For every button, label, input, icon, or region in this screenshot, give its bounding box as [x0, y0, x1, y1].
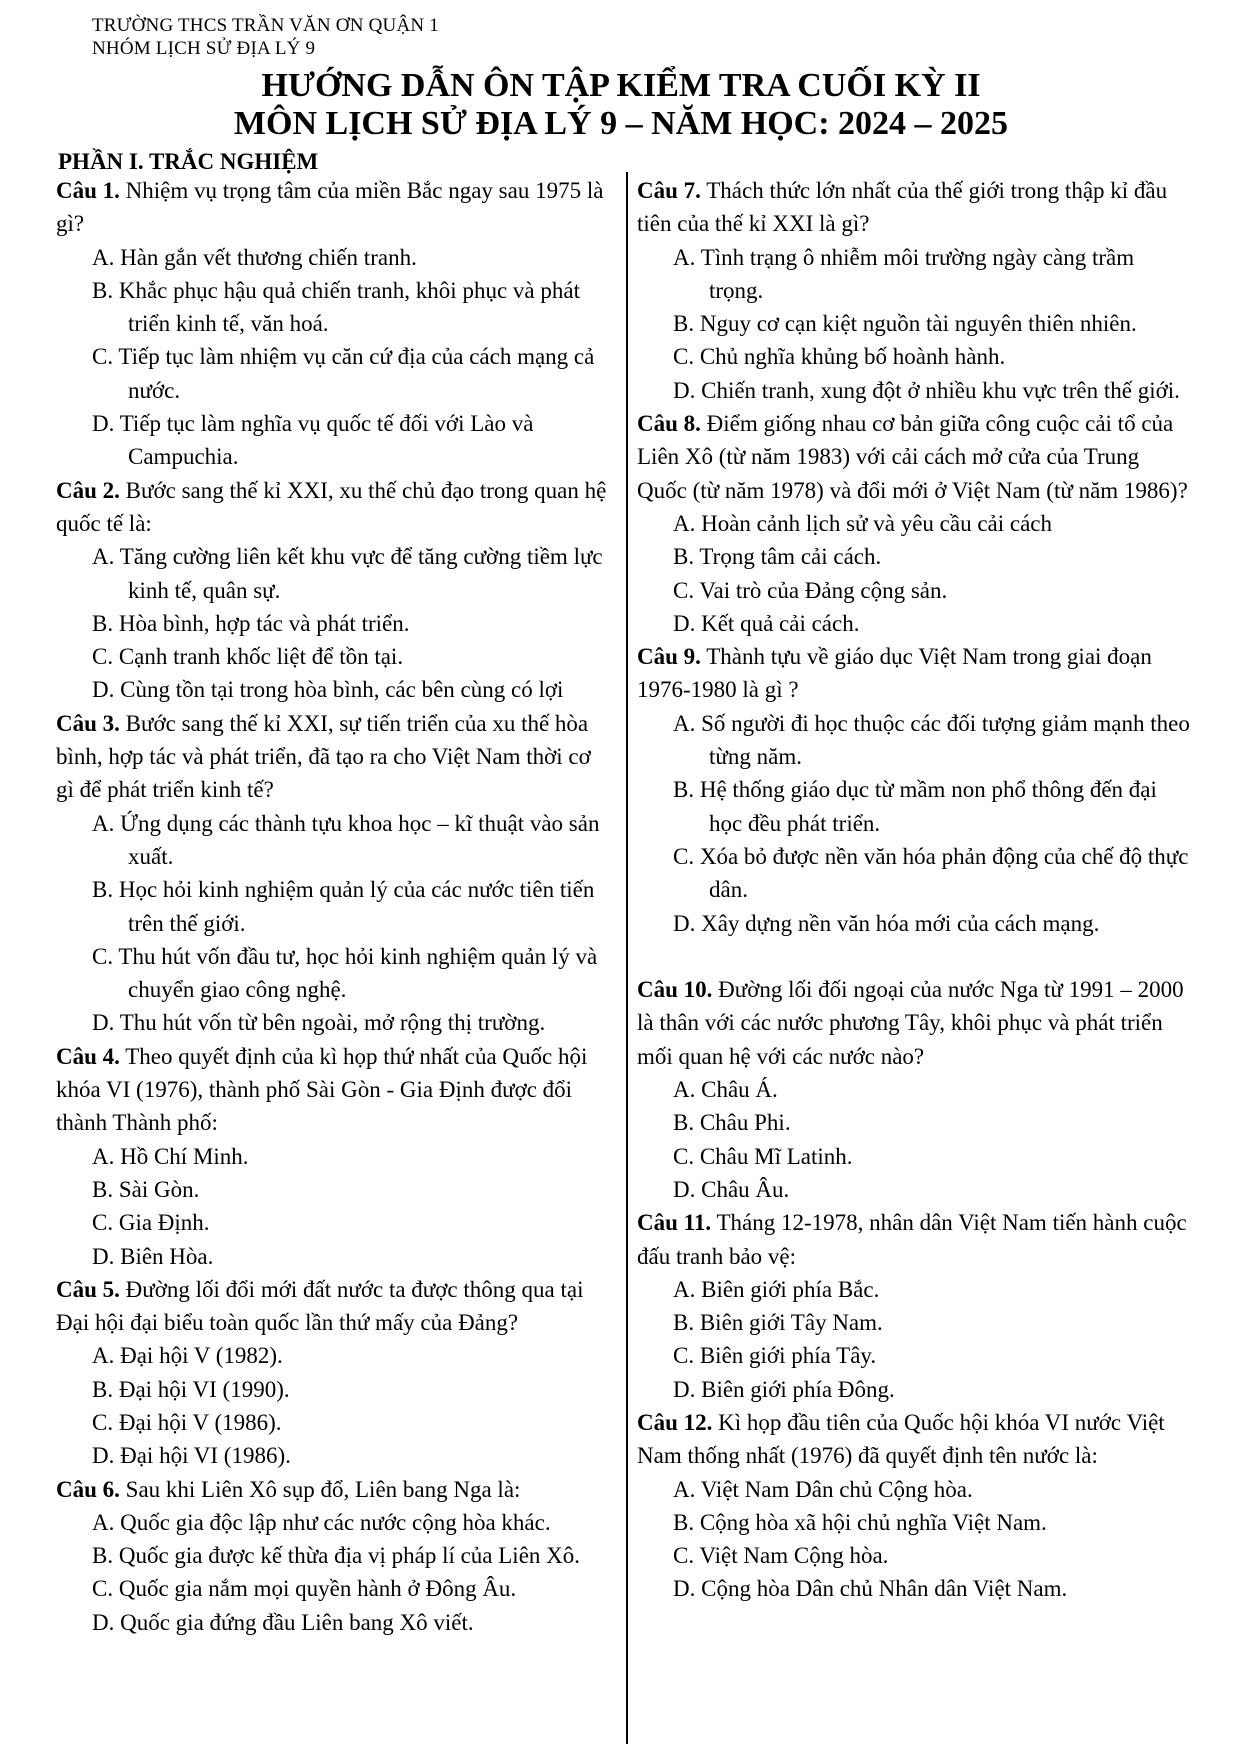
- question-stem: [56, 1040, 612, 1140]
- answer-option: A. Hồ Chí Minh.: [92, 1143, 249, 1169]
- answer-option: B. Châu Phi.: [673, 1110, 791, 1136]
- answer-option: B. Nguy cơ cạn kiệt nguồn tài nguyên thiên nhiên.: [673, 311, 1137, 337]
- question: [56, 474, 612, 707]
- question-number: Câu 3.: [56, 710, 120, 736]
- question-text: Bước sang thế kỉ XXI, xu thế chủ đạo trong quan hệ quốc tế là:: [56, 477, 607, 536]
- group-name: NHÓM LỊCH SỬ ĐỊA LÝ 9: [92, 38, 316, 59]
- question-number: Câu 9.: [637, 644, 701, 670]
- answer-option: C. Tiếp tục làm nhiệm vụ căn cứ địa của cách mạng cả nước.: [92, 344, 595, 403]
- column-divider: [626, 172, 628, 1744]
- answer-option: A. Việt Nam Dân chủ Cộng hòa.: [673, 1476, 973, 1502]
- question-number: Câu 10.: [637, 977, 713, 1003]
- question-stem: [56, 174, 612, 241]
- question-text: Sau khi Liên Xô sụp đổ, Liên bang Nga là:: [119, 1476, 521, 1502]
- answer-option: C. Vai trò của Đảng cộng sản.: [673, 577, 948, 603]
- question-text: Kì họp đầu tiên của Quốc hội khóa VI nước Việt Nam thống nhất (1976) đã quyết định tên nước là:: [637, 1409, 1165, 1469]
- answer-option: B. Cộng hòa xã hội chủ nghĩa Việt Nam.: [673, 1509, 1047, 1535]
- question-stem: [637, 640, 1193, 707]
- question-number: Câu 2.: [56, 477, 120, 503]
- question: [637, 1206, 1193, 1406]
- answer-option: A. Biên giới phía Bắc.: [673, 1276, 880, 1302]
- question-number: Câu 11.: [637, 1210, 712, 1236]
- question-text: Thành tựu về giáo dục Việt Nam trong giai đoạn 1976-1980 là gì ?: [637, 644, 1152, 703]
- answer-option: B. Đại hội VI (1990).: [92, 1376, 290, 1402]
- answer-option: D. Cùng tồn tại trong hòa bình, các bên cùng có lợi: [92, 677, 564, 703]
- question-number: Câu 7.: [637, 178, 701, 203]
- question: [637, 1406, 1193, 1606]
- answer-option: C. Châu Mĩ Latinh.: [673, 1143, 853, 1169]
- left-column: [56, 174, 612, 1639]
- question: [637, 973, 1193, 1206]
- answer-option: C. Xóa bỏ được nền văn hóa phản động của chế độ thực dân.: [673, 843, 1189, 903]
- answer-option: B. Hệ thống giáo dục từ mầm non phổ thông đến đại học đều phát triển.: [673, 777, 1157, 836]
- answer-option: C. Chủ nghĩa khủng bố hoành hành.: [673, 344, 1006, 370]
- question-stem: [56, 1273, 612, 1340]
- question-stem: [56, 707, 612, 807]
- answer-option: A. Tình trạng ô nhiễm môi trường ngày càng trầm trọng.: [673, 244, 1135, 303]
- answer-option: D. Tiếp tục làm nghĩa vụ quốc tế đối với Lào và Campuchia.: [92, 411, 534, 470]
- answer-option: A. Số người đi học thuộc các đối tượng giảm mạnh theo từng năm.: [673, 710, 1190, 770]
- answer-option: D. Đại hội VI (1986).: [92, 1443, 291, 1469]
- school-header: [92, 14, 439, 60]
- question-stem: [637, 174, 1193, 241]
- answer-option: A. Hàn gắn vết thương chiến tranh.: [92, 244, 417, 270]
- question-stem: [56, 1473, 612, 1506]
- question: [56, 1040, 612, 1273]
- answer-option: B. Biên giới Tây Nam.: [673, 1310, 883, 1336]
- answer-option: D. Biên Hòa.: [92, 1243, 214, 1269]
- answer-option: C. Gia Định.: [92, 1210, 210, 1236]
- answer-option: D. Châu Âu.: [673, 1176, 790, 1202]
- answer-option: A. Ứng dụng các thành tựu khoa học – kĩ thuật vào sản xuất.: [92, 810, 600, 869]
- answer-option: A. Quốc gia độc lập như các nước cộng hòa khác.: [92, 1509, 551, 1535]
- question-number: Câu 6.: [56, 1476, 120, 1502]
- answer-option: B. Sài Gòn.: [92, 1176, 200, 1202]
- school-name: TRƯỜNG THCS TRẦN VĂN ƠN QUẬN 1: [92, 15, 439, 36]
- answer-option: D. Thu hút vốn từ bên ngoài, mở rộng thị trường.: [92, 1010, 546, 1036]
- question: [637, 640, 1193, 940]
- answer-option: B. Quốc gia được kế thừa địa vị pháp lí của Liên Xô.: [92, 1543, 581, 1569]
- question-number: Câu 4.: [56, 1043, 120, 1069]
- document-subtitle: MÔN LỊCH SỬ ĐỊA LÝ 9 – NĂM HỌC: 2024 – 2025: [233, 105, 1009, 142]
- question: [637, 407, 1193, 640]
- question-number: Câu 12.: [637, 1409, 713, 1435]
- question-stem: [56, 474, 612, 541]
- answer-option: D. Xây dựng nền văn hóa mới của cách mạng.: [673, 910, 1100, 936]
- question-text: Điểm giống nhau cơ bản giữa công cuộc cải tổ của Liên Xô (từ năm 1983) với cải cách mở cửa của Trung Quốc (từ năm 1978) và đổi mới ở Việt Nam (từ năm 1986)?: [637, 411, 1188, 503]
- answer-option: C. Biên giới phía Tây.: [673, 1343, 877, 1369]
- answer-option: C. Việt Nam Cộng hòa.: [673, 1543, 889, 1569]
- answer-option: C. Đại hội V (1986).: [92, 1409, 282, 1435]
- answer-option: C. Quốc gia nắm mọi quyền hành ở Đông Âu.: [92, 1576, 517, 1602]
- question-text: Nhiệm vụ trọng tâm của miền Bắc ngay sau 1975 là gì?: [56, 178, 604, 237]
- question-stem: [637, 973, 1193, 1073]
- document-title: HƯỚNG DẪN ÔN TẬP KIỂM TRA CUỐI KỲ II: [261, 67, 981, 104]
- answer-option: D. Cộng hòa Dân chủ Nhân dân Việt Nam.: [673, 1576, 1068, 1602]
- question: [56, 707, 612, 1040]
- answer-option: D. Chiến tranh, xung đột ở nhiều khu vực trên thế giới.: [673, 377, 1180, 403]
- question: [56, 1473, 612, 1639]
- question: [56, 174, 612, 474]
- question-stem: [637, 1206, 1193, 1273]
- question-text: Đường lối đối ngoại của nước Nga từ 1991 – 2000 là thân với các nước phương Tây, khôi phục và phát triển mối quan hệ với các nước nào?: [637, 977, 1184, 1069]
- question-number: Câu 1.: [56, 178, 120, 203]
- answer-option: B. Hòa bình, hợp tác và phát triển.: [92, 610, 410, 636]
- question-number: Câu 5.: [56, 1276, 120, 1302]
- answer-option: A. Đại hội V (1982).: [92, 1343, 283, 1369]
- question-number: Câu 8.: [637, 411, 701, 437]
- answer-option: B. Học hỏi kinh nghiệm quản lý của các nước tiên tiến trên thế giới.: [92, 877, 595, 936]
- question-stem: [637, 1406, 1193, 1473]
- question-text: Bước sang thế kỉ XXI, sự tiến triển của xu thế hòa bình, hợp tác và phát triển, đã tạo ra cho Việt Nam thời cơ gì để phát triển kinh tế?: [56, 710, 591, 803]
- answer-option: D. Biên giới phía Đông.: [673, 1376, 895, 1402]
- answer-option: D. Kết quả cải cách.: [673, 610, 860, 636]
- answer-option: C. Cạnh tranh khốc liệt để tồn tại.: [92, 644, 404, 670]
- question-stem: [637, 407, 1193, 507]
- answer-option: A. Hoàn cảnh lịch sử và yêu cầu cải cách: [673, 510, 1053, 536]
- answer-option: C. Thu hút vốn đầu tư, học hỏi kinh nghiệm quản lý và chuyển giao công nghệ.: [92, 943, 598, 1003]
- answer-option: A. Châu Á.: [673, 1077, 778, 1103]
- answer-option: B. Khắc phục hậu quả chiến tranh, khôi phục và phát triển kinh tế, văn hoá.: [92, 277, 580, 337]
- answer-option: D. Quốc gia đứng đầu Liên bang Xô viết.: [92, 1609, 474, 1635]
- answer-option: B. Trọng tâm cải cách.: [673, 544, 882, 570]
- question-text: Đường lối đổi mới đất nước ta được thông qua tại Đại hội đại biểu toàn quốc lần thứ mấy của Đảng?: [56, 1276, 584, 1336]
- right-column: [637, 174, 1193, 1606]
- question: [637, 174, 1193, 407]
- question-text: Thách thức lớn nhất của thế giới trong thập kỉ đầu tiên của thế kỉ XXI là gì?: [637, 178, 1168, 237]
- question-text: Tháng 12-1978, nhân dân Việt Nam tiến hành cuộc đấu tranh bảo vệ:: [637, 1210, 1187, 1269]
- section-heading: PHẦN I. TRẮC NGHIỆM: [58, 149, 319, 174]
- spacer: [637, 940, 1193, 973]
- question-text: Theo quyết định của kì họp thứ nhất của Quốc hội khóa VI (1976), thành phố Sài Gòn - Gia Định được đổi thành Thành phố:: [56, 1043, 588, 1136]
- answer-option: A. Tăng cường liên kết khu vực để tăng cường tiềm lực kinh tế, quân sự.: [92, 544, 603, 603]
- question: [56, 1273, 612, 1473]
